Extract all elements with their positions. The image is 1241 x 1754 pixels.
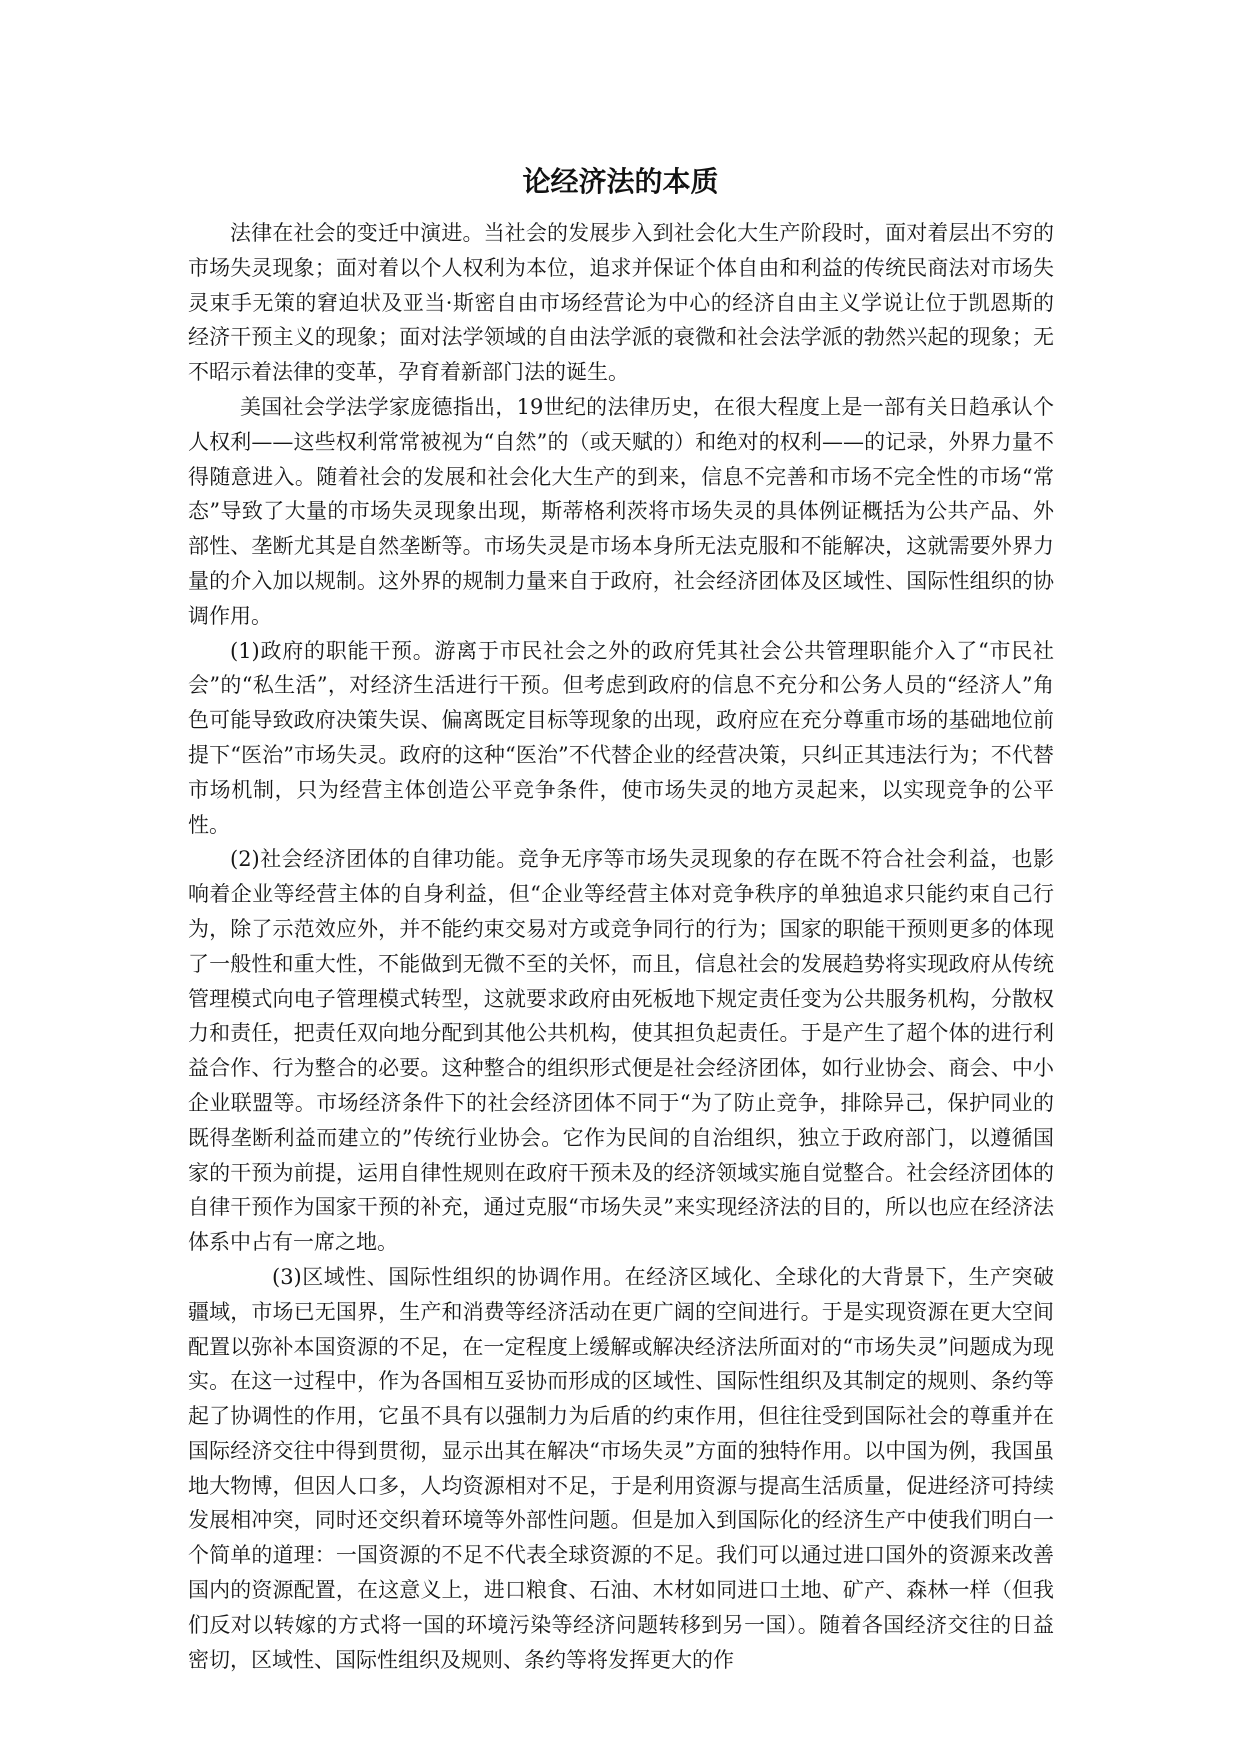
paragraph-intro: 法律在社会的变迁中演进。当社会的发展步入到社会化大生产阶段时，面对着层出不穷的市场失灵现象；面对着以个人权利为本位，追求并保证个体自由和利益的传统民商法对市场失灵束手无策的窘迫状及亚当·斯密自由市场经营论为中心的经济自由主义学说让位于凯恩斯的经济干预主义的现象；面对法学领域的自由法学派的衰微和社会法学派的勃然兴起的现象；无不昭示着法律的变革，孕育着新部门法的诞生。 — [188, 221, 1054, 385]
paragraph-pound: 美国社会学法学家庞德指出，19世纪的法律历史，在很大程度上是一部有关日趋承认个人权利——这些权利常常被视为“自然”的（或天赋的）和绝对的权利——的记录，外界力量不得随意进入。随着社会的发展和社会化大生产的到来，信息不完善和市场不完全性的市场“常态”导致了大量的市场失灵现象出现，斯蒂格利茨将市场失灵的具体例证概括为公共产品、外部性、垄断尤其是自然垄断等。市场失灵是市场本身所无法克服和不能解决，这就需要外界力量的介入加以规制。这外界的规制力量来自于政府，社会经济团体及区域性、国际性组织的协调作用。 — [188, 394, 1054, 628]
paragraph-government-intervention: (1)政府的职能干预。游离于市民社会之外的政府凭其社会公共管理职能介入了“市民社会”的“私生活”，对经济生活进行干预。但考虑到政府的信息不充分和公务人员的“经济人”角色可能导致政府决策失误、偏离既定目标等现象的出现，政府应在充分尊重市场的基础地位前提下“医治”市场失灵。政府的这种“医治”不代替企业的经营决策，只纠正其违法行为；不代替市场机制，只为经营主体创造公平竞争条件，使市场失灵的地方灵起来，以实现竞争的公平性。 — [188, 638, 1054, 837]
paragraph-international-organizations: (3)区域性、国际性组织的协调作用。在经济区域化、全球化的大背景下，生产突破疆域，市场已无国界，生产和消费等经济活动在更广阔的空间进行。于是实现资源在更大空间配置以弥补本国资源的不足，在一定程度上缓解或解决经济法所面对的“市场失灵”问题成为现实。在这一过程中，作为各国相互妥协而形成的区域性、国际性组织及其制定的规则、条约等起了协调性的作用，它虽不具有以强制力为后盾的约束作用，但往往受到国际社会的尊重并在国际经济交往中得到贯彻，显示出其在解决“市场失灵”方面的独特作用。以中国为例，我国虽地大物博，但因人口多，人均资源相对不足，于是利用资源与提高生活质量，促进经济可持续发展相冲突，同时还交织着环境等外部性问题。但是加入到国际化的经济生产中使我们明白一个简单的道理：一国资源的不足不代表全球资源的不足。我们可以通过进口国外的资源来改善国内的资源配置，在这意义上，进口粮食、石油、木材如同进口土地、矿产、森林一样（但我们反对以转嫁的方式将一国的环境污染等经济问题转移到另一国）。随着各国经济交往的日益密切，区域性、国际性组织及规则、条约等将发挥更大的作 — [188, 1264, 1054, 1672]
paragraph-economic-organizations: (2)社会经济团体的自律功能。竞争无序等市场失灵现象的存在既不符合社会利益，也影响着企业等经营主体的自身利益，但“企业等经营主体对竞争秩序的单独追求只能约束自己行为，除了示范效应外，并不能约束交易对方或竞争同行的行为；国家的职能干预则更多的体现了一般性和重大性，不能做到无微不至的关怀，而且，信息社会的发展趋势将实现政府从传统管理模式向电子管理模式转型，这就要求政府由死板地下规定责任变为公共服务机构，分散权力和责任，把责任双向地分配到其他公共机构，使其担负起责任。于是产生了超个体的进行利益合作、行为整合的必要。这种整合的组织形式便是社会经济团体，如行业协会、商会、中小企业联盟等。市场经济条件下的社会经济团体不同于“为了防止竞争，排除异己，保护同业的既得垄断利益而建立的”传统行业协会。它作为民间的自治组织，独立于政府部门，以遵循国家的干预为前提，运用自律性规则在政府干预未及的经济领域实施自觉整合。社会经济团体的自律干预作为国家干预的补充，通过克服“市场失灵”来实现经济法的目的，所以也应在经济法体系中占有一席之地。 — [188, 847, 1054, 1255]
document-title: 论经济法的本质 — [522, 165, 719, 198]
document-body — [188, 216, 1054, 1677]
